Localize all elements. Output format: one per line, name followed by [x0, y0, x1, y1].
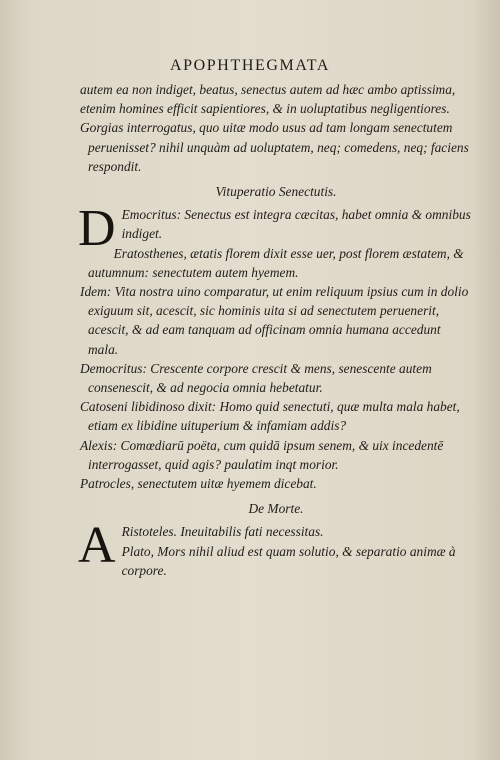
paragraph-alexis: Alexis: Comœdiarū poëta, cum quidā ipsum senem, & uix incedentē interrogasset, quid agis? paulatim inqt morior.	[80, 437, 444, 472]
paragraph-democritus-1	[78, 200, 472, 258]
paragraph-eratosthenes: Eratosthenes, ætatis florem dixit esse uer, post florem æstatem, & autumnum: senectutem autem hyemem.	[88, 245, 464, 280]
section-heading-vituperatio: Vituperatio Senectutis.	[215, 184, 337, 200]
paragraph-idem: Idem: Vita nostra uino comparatur, ut enim reliquum ipsius cum in dolio exiguum sit, acescit, sic hominis uita si ad senectutem peruenerit, acescit, & ad eam tanquam ad officinam omnia humana accedunt mala.	[80, 284, 469, 357]
paragraph-patrocles: Patrocles, senectutem uitæ hyemem dicebat.	[80, 476, 317, 492]
drop-cap-a: A	[78, 517, 116, 575]
page-text	[80, 80, 472, 580]
paragraph-text: Emocritus: Senectus est integra cæcitas, habet omnia & omnibus indiget.	[121, 207, 471, 242]
paragraph-continuation: autem ea non indiget, beatus, senectus autem ad hæc ambo aptissima, etenim homines efficit sapientiores, & in uoluptatibus negligentiores.	[80, 82, 456, 117]
drop-cap-d: D	[78, 200, 116, 258]
paragraph-democritus-2: Democritus: Crescente corpore crescit & mens, senescente autem consenescit, & ad negocia omnia hebetatur.	[80, 360, 432, 396]
paragraph-gorgias: Gorgias interrogatus, quo uitæ modo usus ad tam longam senectutem peruenisset? nihil unquàm ad uoluptatem, neq; comedens, neq; faciens respondit.	[80, 120, 469, 174]
running-head: APOPHTHEGMATA	[170, 57, 330, 74]
paragraph-plato: Plato, Mors nihil aliud est quam solutio, & separatio animæ à corpore.	[121, 543, 456, 578]
paragraph-cato: Catoseni libidinoso dixit: Homo quid senectuti, quæ multa mala habet, etiam ex libidine uituperium & infamiam addis?	[80, 399, 460, 434]
paragraph-text: Ristoteles. Ineuitabilis fati necessitas.	[121, 524, 324, 540]
section-heading-de-morte: De Morte.	[248, 501, 304, 517]
